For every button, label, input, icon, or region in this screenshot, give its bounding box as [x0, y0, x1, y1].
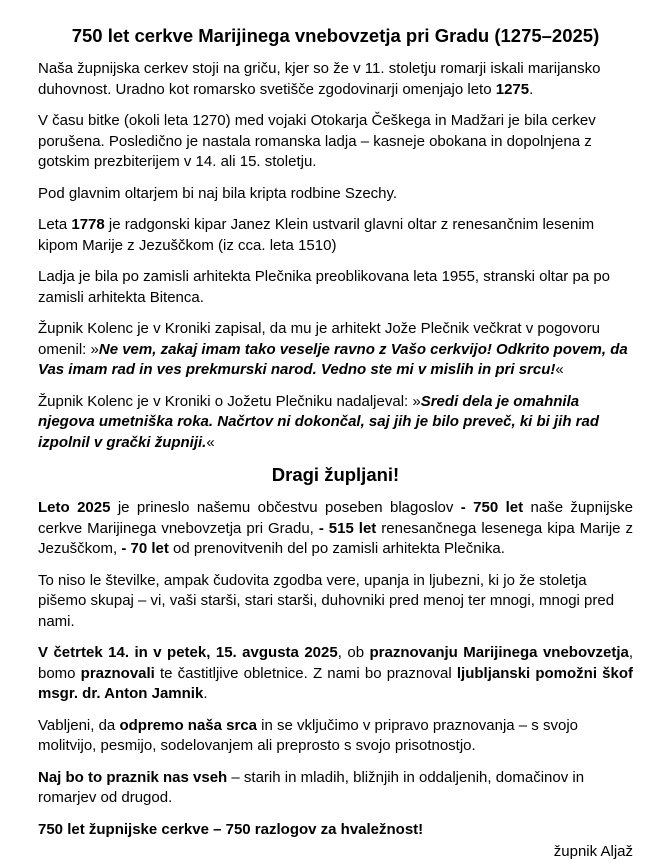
paragraph-plecnik-1955: [38, 267, 633, 308]
text-run: – starih in mladih, bližnjih in oddaljenih, domačinov in romarjev od drugod.: [38, 768, 585, 806]
text-run: renesančnega lesenega kipa Marije z Jezuščkom,: [38, 519, 633, 557]
paragraph-leto-2025: [38, 498, 633, 560]
text-run: V času bitke (okoli leta 1270) med vojaki Otokarja Češkega in Madžari je bila cerkev porušena. Posledično je nastala romanska ladja – kasneje obokana in dopolnjena z gotskim prezbiterijem v 14. ali 15. stoletju.: [38, 112, 596, 170]
emphasized-text-run: 1275: [495, 80, 530, 98]
text-run: te častitljive obletnice. Z nami bo praznoval: [154, 664, 457, 682]
text-run: Župnik Kolenc je v Kroniki zapisal, da mu je arhitekt Jože Plečnik večkrat v pogovoru omenil: »: [38, 320, 600, 358]
document-body: [38, 25, 633, 863]
document-title: [38, 25, 633, 47]
text-run: , bomo: [38, 644, 633, 682]
text-run: «: [555, 361, 564, 378]
emphasized-text-run: Sredi dela je omahnila njegova umetniška roka. Načrtov ni dokončal, saj jih je bilo preveč, ki bi jih rad izpolnil v grački župniji.: [38, 392, 600, 451]
paragraph-history-origin: [38, 59, 633, 100]
emphasized-text-run: praznovali: [80, 664, 155, 682]
emphasized-text-run: V četrtek 14. in v petek, 15. avgusta 2025: [38, 644, 338, 661]
paragraph-altar-1778: [38, 215, 633, 256]
emphasized-text-run: Dragi župljani!: [271, 464, 400, 485]
emphasized-text-run: 750 let cerkve Marijinega vnebovzetja pri Gradu (1275–2025): [71, 25, 600, 46]
paragraph-zgodba-vere: [38, 571, 633, 633]
text-run: naše župnijske cerkve Marijinega vnebovzetja pri Gradu,: [38, 499, 633, 537]
paragraph-crypt: [38, 184, 633, 205]
text-run: Pod glavnim oltarjem bi naj bila kripta rodbine Szechy.: [38, 184, 398, 202]
paragraph-750-razlogov: [38, 820, 633, 841]
paragraph-praznik-nas-vseh: [38, 768, 633, 809]
text-run: «: [206, 433, 215, 451]
section-heading-dragi-zupljani: [38, 464, 633, 486]
text-run: je radgonski kipar Janez Klein ustvaril glavni oltar z renesančnim lesenim kipom Marije z Jezuščkom (iz cca. leta 1510): [38, 216, 595, 254]
emphasized-text-run: praznovanju Marijinega vnebovzetja: [369, 644, 629, 661]
emphasized-text-run: Leto 2025: [38, 499, 111, 516]
text-run: .: [203, 685, 208, 702]
text-run: Naša župnijska cerkev stoji na griču, kjer so že v 11. stoletju romarji iskali marijansko duhovnost. Uradno kot romarsko svetišče zgodovinarji omenjajo leto: [38, 60, 601, 98]
emphasized-text-run: Naj bo to praznik nas vseh: [38, 768, 228, 786]
emphasized-text-run: - 515 let: [318, 519, 377, 537]
emphasized-text-run: - 750 let: [460, 499, 524, 516]
text-run: To niso le številke, ampak čudovita zgodba vere, upanja in ljubezni, ki jo že stoletja pišemo skupaj – vi, vaši starši, stari starši, duhovniki pred menoj ter mnogi, mnogi pred nami.: [38, 571, 615, 630]
text-run: je prineslo našemu občestvu poseben blagoslov: [110, 499, 461, 516]
text-run: župnik Aljaž: [553, 843, 633, 860]
text-run: , ob: [337, 644, 370, 661]
text-run: .: [529, 80, 534, 98]
text-run: in se vključimo v pripravo praznovanja – s svojo molitvijo, pesmijo, sodelovanjem ali preprosto s svojo prisotnostjo.: [38, 716, 578, 754]
text-run: Župnik Kolenc je v Kroniki o Jožetu Plečniku nadaljeval: »: [38, 392, 421, 410]
emphasized-text-run: - 70 let: [121, 540, 169, 557]
paragraph-praznovanje-avgust: [38, 643, 633, 705]
signature-zupnik: [38, 842, 633, 863]
emphasized-text-run: 1778: [71, 216, 105, 233]
text-run: Ladja je bila po zamisli arhitekta Plečnika preoblikovana leta 1955, stranski oltar pa po zamisli arhitekta Bitenca.: [38, 268, 610, 306]
text-run: Leta: [38, 216, 72, 233]
paragraph-quote-plecnik-2: [38, 392, 633, 454]
emphasized-text-run: odpremo naša srca: [119, 716, 258, 734]
paragraph-vabljeni: [38, 716, 633, 757]
emphasized-text-run: Ne vem, zakaj imam tako veselje ravno z Vašo cerkvijo! Odkrito povem, da Vas imam rad in ves prekmurski narod. Vedno ste mi v mislih in pri srcu!: [38, 340, 628, 378]
emphasized-text-run: 750 let župnijske cerkve – 750 razlogov za hvaležnost!: [38, 820, 424, 838]
paragraph-quote-plecnik-1: [38, 319, 633, 381]
text-run: Vabljeni, da: [38, 716, 120, 734]
paragraph-battle-1270: [38, 111, 633, 173]
emphasized-text-run: ljubljanski pomožni škof msgr. dr. Anton Jamnik: [38, 664, 633, 702]
text-run: od prenovitvenih del po zamisli arhitekta Plečnika.: [168, 540, 505, 557]
